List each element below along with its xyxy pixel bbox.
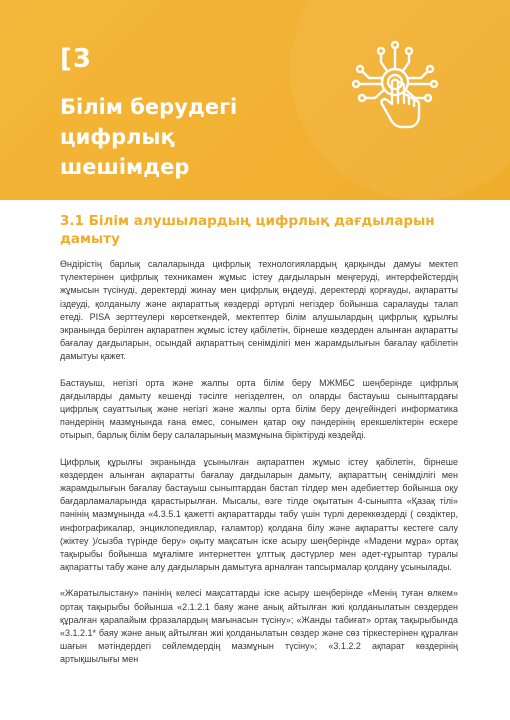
paragraph-1: Өндірістің барлық салаларында цифрлық технологиялардың қарқынды дамуы мектеп түлектерінен цифрлық техникамен жұмыс істеу дағдыларын меңгеруді, интерфейстердің жұмысын түсінуді, деректерді жинау мен цифрлық өңдеуді, деректерді қорғауды, ақпаратты іздеуді, қолданылу және ақпараттық көздерді әртүрлі негіздер бойынша саралауды талап етеді. PISA зерттеулері көрсеткендей, мектептер білім алушылардың цифрлық құрылғы экранында берілген ақпаратпен жұмыс істеу қабілетін, бірнеше көздерден алынған ақпаратты бағалау дағдыларын, осындай ақпараттың сенімділігі мен жарамдылығын бағалау қабілетін дамытуы қажет. xyxy=(60,259,458,362)
paragraph-4: «Жаратылыстану» пәнінің келесі мақсаттарды іске асыру шеңберінде «Менің туған өлкем» ортақ тақырыбы бойынша «2.1.2.1 баяу және анық айтылған жиі қолданылатын сөздерден құралған қарапайым фразалардың мағынасын түсіну»; «Жанды табиғат» ортақ тақырыбында «3.1.2.1* баяу және анық айтылған жиі қолданылатын сөздер және сөз тіркестерінен құралған шағын мәтіндердегі сөйлемдердің мазмұнын түсіну»; «3.1.2.2 ақпарат көздерінің артықшылығы мен xyxy=(60,588,458,665)
chapter-title-line1: Білім берудегі цифрлық xyxy=(60,95,238,149)
paragraph-3: Цифрлық құрылғы экранында ұсынылған ақпаратпен жұмыс істеу қабілетін, бірнеше көздерден алынған ақпаратты бағалау дағдыларын дамыту, ақпараттың сенімділігі мен жарамдылығын бағалау бастауыш сыныптардан бастап тілдер мен әдебиеттер бойынша оқу бағдарламаларында қарастырылған. Мысалы, өзге тілде оқытатын 4-сыныпта «Қазақ тілі» пәнінің мазмұнында «4.3.5.1 қажетті ақпараттарды табу үшін түрлі дереккөздерді ( сөздіктер, инфографикалар, энциклопедиялар, ғаламтор) қолдана білу және ақпаратты кестеге салу (жіктеу )/сызба түрінде беру» оқыту мақсатын іске асыру шеңберінде «Мәдени мұра» ортақ тақырыбы бойынша мұғалімге интернеттен ұлттық дәстүрлер мен әдет-ғұрыптар туралы ақпаратты табу және алу дағдыларын дамытуға арналған тапсырмалар қолдану ұсынылады. xyxy=(60,456,458,573)
main-content xyxy=(60,212,458,680)
chapter-title-line2: шешімдер xyxy=(60,155,190,179)
touch-hand-network-icon xyxy=(345,40,445,140)
section-title: 3.1 Білім алушылардың цифрлық дағдыларын дамыту xyxy=(60,213,435,247)
chapter-header xyxy=(0,0,510,200)
chapter-number: [3 xyxy=(60,44,92,74)
chapter-title xyxy=(60,92,340,182)
paragraph-2: Бастауыш, негізгі орта және жалпы орта білім беру МЖМБС шеңберінде цифрлық дағдыларды дамыту кешенді тәсілге негізделген, ол оларды бастауыш сыныптардағы цифрлық сауаттылық және негізгі және жалпы орта білім беру деңгейіндегі информатика пәндерінің мазмұнында ғана емес, сонымен қатар оқу пәндерінің ерекшеліктерін ескере отырып, барлық білім беру салаларының мазмұнына біріктіруді көздейді. xyxy=(60,377,458,441)
